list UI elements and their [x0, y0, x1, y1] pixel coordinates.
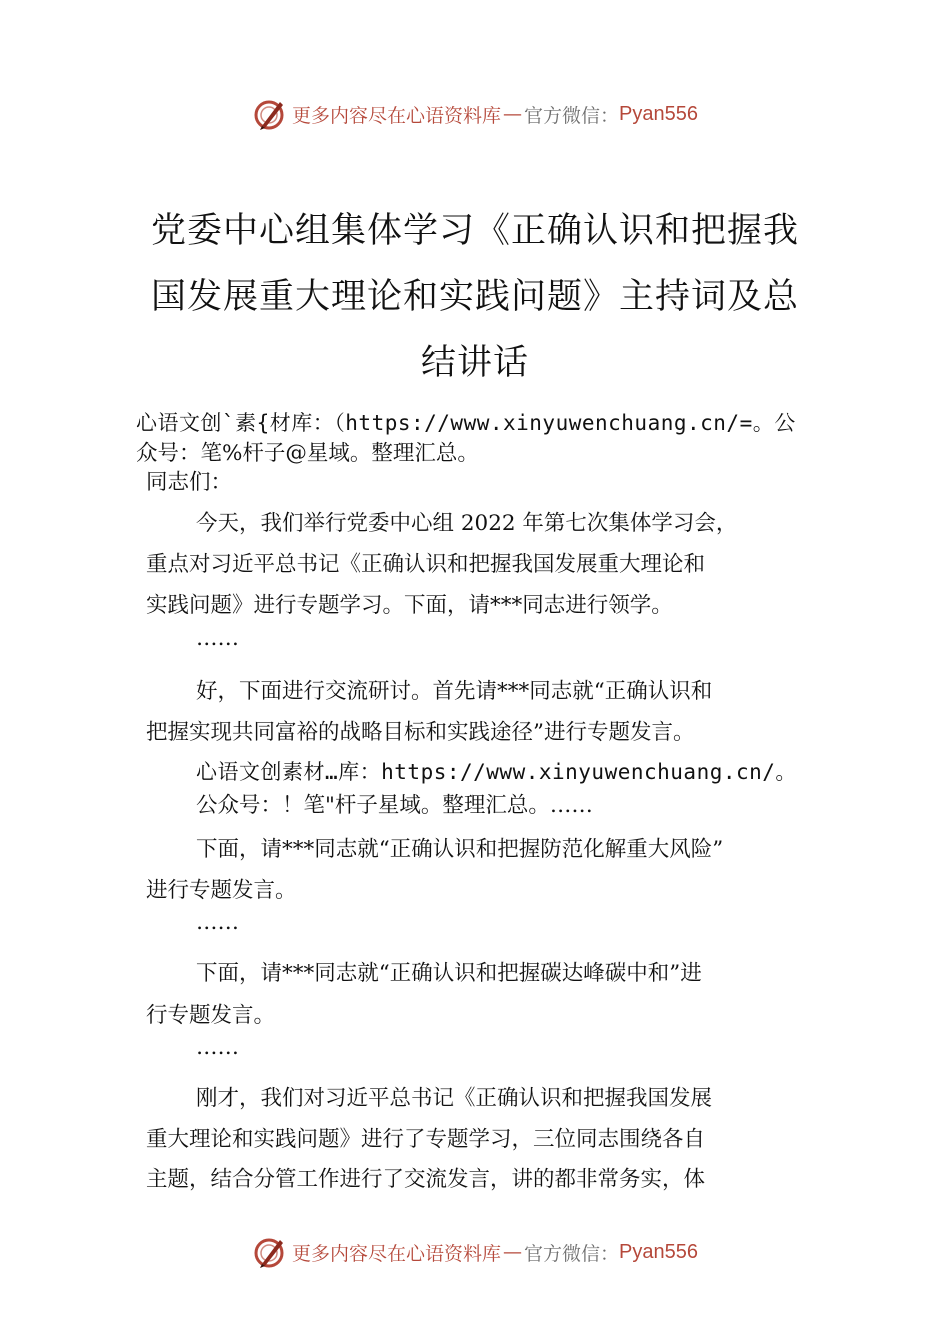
title-line-1: 党委中心组集体学习《正确认识和把握我 [150, 211, 799, 251]
banner-dash: — [503, 103, 523, 125]
ellipsis-2: …… [196, 910, 239, 935]
banner-dash: — [503, 1241, 523, 1263]
banner-official-label: 官方微信： [524, 1242, 620, 1265]
greeting: 同志们： [146, 470, 233, 495]
title-line-2: 国发展重大理论和实践问题》主持词及总 [150, 277, 799, 317]
paragraph-3-line-2: 进行专题发言。 [146, 878, 297, 903]
header-banner [0, 94, 950, 134]
source-note-line-2: 众号：笔%杆子@星域。整理汇总。 [136, 441, 479, 466]
paragraph-2-line-2: 把握实现共同富裕的战略目标和实践途径”进行专题发言。 [146, 720, 695, 745]
paragraph-4-line-1: 下面，请***同志就“正确认识和把握碳达峰碳中和”进 [196, 961, 702, 986]
banner-main-text: 更多内容尽在心语资料库 [292, 1242, 502, 1265]
paragraph-1-line-2: 重点对习近平总书记《正确认识和把握我国发展重大理论和 [146, 552, 706, 577]
paragraph-5-line-1: 刚才，我们对习近平总书记《正确认识和把握我国发展 [196, 1086, 713, 1111]
pen-logo-icon [252, 96, 288, 132]
title-line-3: 结讲话 [420, 343, 529, 383]
paragraph-1-line-1: 今天，我们举行党委中心组 2022 年第七次集体学习会， [196, 511, 738, 536]
ellipsis-1: …… [196, 626, 239, 651]
paragraph-2-line-1: 好，下面进行交流研讨。首先请***同志就“正确认识和 [196, 679, 713, 704]
footer-banner [0, 1232, 950, 1272]
banner-wechat-id: Pyan556 [619, 102, 698, 125]
banner-main-text: 更多内容尽在心语资料库 [292, 104, 502, 127]
ellipsis-3: …… [196, 1035, 239, 1060]
paragraph-5-line-3: 主题，结合分管工作进行了交流发言，讲的都非常务实，体 [146, 1167, 706, 1192]
pen-logo-icon [252, 1234, 288, 1270]
banner-wechat-id: Pyan556 [619, 1240, 698, 1263]
paragraph-4-line-2: 行专题发言。 [146, 1003, 276, 1028]
document-title [150, 198, 800, 396]
source-note-line-1: 心语文创`素{材库：（https://www.xinyuwenchuang.cn/=。公 [136, 411, 796, 435]
paragraph-1-line-3: 实践问题》进行专题学习。下面，请***同志进行领学。 [146, 593, 673, 618]
source-note-line-4: 公众号：！笔"杆子星域。整理汇总。…… [196, 793, 593, 818]
banner-official-label: 官方微信： [524, 104, 620, 127]
source-note-line-3: 心语文创素材…库：https://www.xinyuwenchuang.cn/。 [196, 760, 797, 784]
paragraph-5-line-2: 重大理论和实践问题》进行了专题学习，三位同志围绕各自 [146, 1127, 706, 1152]
paragraph-3-line-1: 下面，请***同志就“正确认识和把握防范化解重大风险” [196, 837, 724, 862]
